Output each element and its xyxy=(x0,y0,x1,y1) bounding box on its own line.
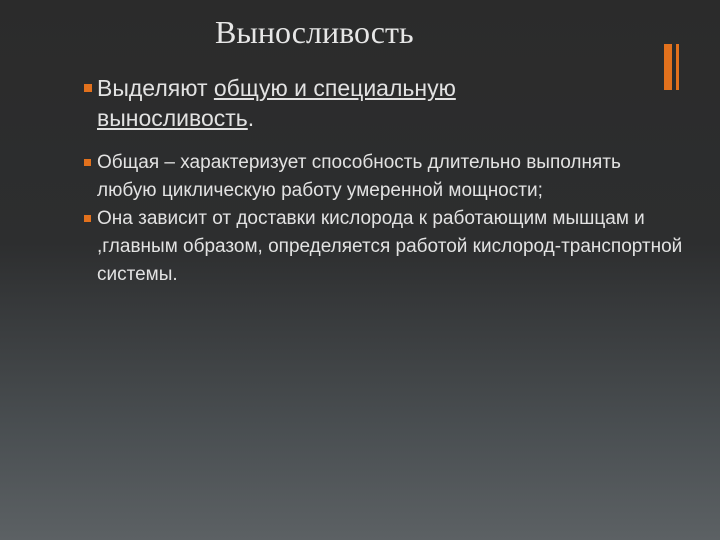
bullet-square-icon xyxy=(84,159,91,166)
slide-body xyxy=(84,73,684,289)
bullet-suffix: . xyxy=(247,105,255,131)
slide-title: Выносливость xyxy=(215,14,414,50)
underlined-phrase-endurance: выносливость xyxy=(97,105,248,131)
bullet-text-general: Общая – характеризует способность длительно выполнять любую циклическую работу умеренной мощности; xyxy=(97,152,621,201)
bullet-square-icon xyxy=(84,215,91,222)
bullet-item-types xyxy=(84,73,684,133)
bullet-item-oxygen xyxy=(84,205,684,289)
bullet-item-general xyxy=(84,149,684,205)
bullet-prefix: Выделяют xyxy=(97,75,214,101)
underlined-phrase-general-special: общую и специальную xyxy=(213,75,456,101)
bullet-text-oxygen: Она зависит от доставки кислорода к работающим мышцам и ,главным образом, определяется работой кислород-транспортной системы. xyxy=(97,208,683,285)
bullet-square-icon xyxy=(84,84,92,92)
